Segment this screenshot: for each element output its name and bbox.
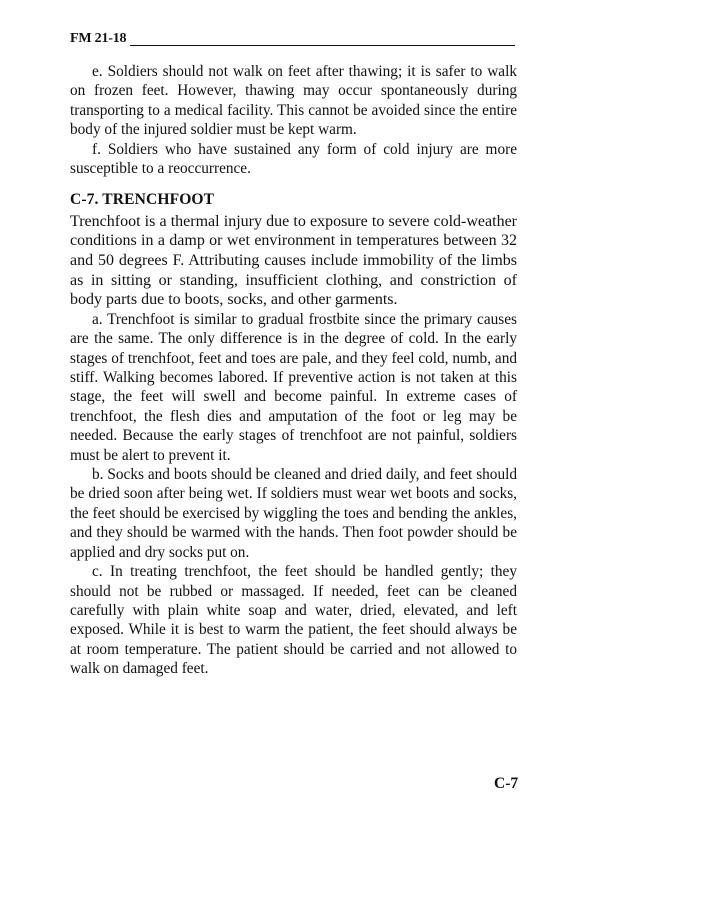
page-number: C-7 bbox=[494, 775, 519, 792]
body-text bbox=[70, 62, 517, 679]
section-intro: Trenchfoot is a thermal injury due to exposure to severe cold-weather conditions in a damp or wet environment in temperatures between 32 and 50 degrees F. Attributing causes include immobility of the limbs as in sitting or standing, insufficient clothing, and constriction of body parts due to boots, socks, and other garments. bbox=[70, 212, 517, 309]
header-rule bbox=[130, 45, 515, 46]
paragraph-f: f. Soldiers who have sustained any form of cold injury are more susceptible to a reoccurrence. bbox=[70, 140, 517, 178]
paragraph-e: e. Soldiers should not walk on feet after thawing; it is safer to walk on frozen feet. However, thawing may occur spontaneously during transporting to a medical facility. This cannot be avoided since the entire body of the injured soldier must be kept warm. bbox=[70, 63, 517, 139]
section-heading: C-7. TRENCHFOOT bbox=[70, 191, 215, 209]
manual-number: FM 21-18 bbox=[70, 31, 127, 46]
running-header bbox=[70, 31, 515, 51]
paragraph-a: a. Trenchfoot is similar to gradual frostbite since the primary causes are the same. The only difference is in the degree of cold. In the early stages of trenchfoot, feet and toes are pale, and they feel cold, numb, and stiff. Walking becomes labored. If preventive action is not taken at this stage, the feet will swell and become painful. In extreme cases of trenchfoot, the flesh dies and amputation of the foot or leg may be needed. Because the early stages of trenchfoot are not painful, soldiers must be alert to prevent it. bbox=[70, 310, 517, 464]
paragraph-b: b. Socks and boots should be cleaned and dried daily, and feet should be dried soon after being wet. If soldiers must wear wet boots and socks, the feet should be exercised by wiggling the toes and bending the ankles, and they should be warmed with the hands. Then foot powder should be applied and dry socks put on. bbox=[70, 466, 517, 561]
paragraph-c: c. In treating trenchfoot, the feet should be handled gently; they should not be rubbed or massaged. If needed, feet can be cleaned carefully with plain white soap and water, dried, elevated, and left exposed. While it is best to warm the patient, the feet should always be at room temperature. The patient should be carried and not allowed to walk on damaged feet. bbox=[70, 563, 517, 678]
